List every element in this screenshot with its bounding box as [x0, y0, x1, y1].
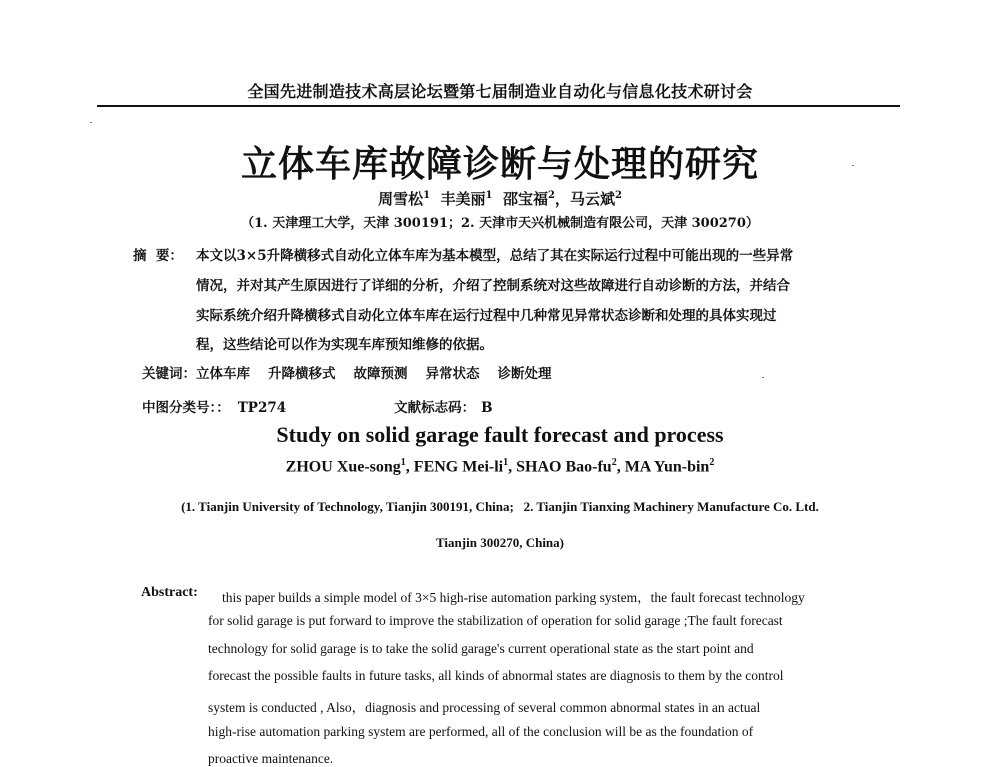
abstract-line-chinese: 程，这些结论可以作为实现车库预知维修的依据。: [196, 337, 493, 353]
author-name: SHAO Bao-fu: [516, 458, 612, 476]
author-name: ZHOU Xue-song: [285, 458, 401, 476]
abstract-line-english: system is conducted , Also，diagnosis and processing of several common abnormal states in an actual: [208, 700, 761, 715]
author-name: 丰美丽: [440, 190, 486, 208]
author-separator: ，: [554, 190, 570, 208]
affiliation-english-line: Tianjin 300270, China): [436, 535, 564, 550]
abstract-line-english: high-rise automation parking system are performed, all of the conclusion will be as the foundation of: [208, 724, 754, 739]
authors-chinese: [0, 188, 1000, 209]
keyword: 诊断处理: [497, 366, 552, 382]
author-affiliation-mark: 1: [503, 457, 509, 468]
keyword: 故障预测: [353, 366, 408, 382]
author-affiliation-mark: 2: [611, 457, 617, 468]
author-affiliation-mark: 2: [614, 190, 622, 201]
abstract-label-chinese: 摘 要：: [133, 248, 183, 264]
affiliation-english-line: (1. Tianjin University of Technology, Tianjin 300191, China; 2. Tianjin Tianxing Machinery Manufacture Co. Ltd.: [181, 499, 819, 514]
author-affiliation-mark: 2: [547, 190, 555, 201]
abstract-line-chinese: 情况，并对其产生原因进行了详细的分析，介绍了控制系统对这些故障进行自动诊断的方法，并结合: [196, 278, 790, 294]
author-affiliation-mark: 1: [423, 190, 431, 201]
author-separator: [492, 190, 502, 208]
classification-label: 中图分类号：：: [142, 400, 230, 416]
abstract-line-english: this paper builds a simple model of 3×5 high-rise automation parking system，the fault forecast technology: [222, 590, 805, 605]
author-name: 邵宝福: [502, 190, 548, 208]
affiliation-chinese: （1. 天津理工大学，天津 300191；2. 天津市天兴机械制造有限公司，天津 300270）: [241, 216, 759, 231]
author-name: 马云斌: [569, 190, 615, 208]
author-affiliation-mark: 1: [485, 190, 493, 201]
abstract-line-english: for solid garage is put forward to improve the stabilization of operation for solid garage ;The fault forecast: [208, 613, 783, 628]
paper-title-english: Study on solid garage fault forecast and process: [276, 422, 724, 447]
abstract-line-chinese: 本文以3×5升降横移式自动化立体车库为基本模型，总结了其在实际运行过程中可能出现的一些异常: [196, 248, 794, 264]
classification-code: TP274: [237, 400, 287, 416]
header-rule: [97, 105, 900, 107]
abstract-line-chinese: 实际系统介绍升降横移式自动化立体车库在运行过程中几种常见异常状态诊断和处理的具体实现过: [196, 308, 777, 324]
document-code: B: [481, 400, 493, 416]
keywords-chinese: [142, 362, 570, 382]
keyword: 异常状态: [425, 366, 480, 382]
author-separator: [430, 190, 440, 208]
author-affiliation-mark: 2: [709, 457, 715, 468]
scan-speck: [762, 377, 764, 378]
author-name: MA Yun-bin: [624, 458, 710, 476]
abstract-label-english: Abstract:: [141, 585, 198, 600]
author-name: 周雪松: [378, 190, 424, 208]
keyword: 立体车库: [196, 366, 250, 382]
keyword: 升降横移式: [268, 366, 336, 382]
scan-speck: [852, 165, 854, 166]
abstract-line-english: proactive maintenance.: [208, 751, 334, 766]
abstract-line-english: forecast the possible faults in future tasks, all kinds of abnormal states are diagnosis to them by the control: [208, 668, 784, 683]
document-code-label: 文献标志码：: [394, 400, 476, 416]
author-affiliation-mark: 1: [400, 457, 406, 468]
abstract-line-english: technology for solid garage is to take the solid garage's current operational state as the start point and: [208, 641, 754, 656]
classification-row: [142, 396, 493, 416]
authors-english: ZHOU Xue-song$^1$, FENG Mei-$li^1$, SHAO Bao-$fu^2$, MA Yun-bin$^2$: [285, 457, 715, 476]
conference-header: 全国先进制造技术高层论坛暨第七届制造业自动化与信息化技术研讨会: [247, 82, 753, 101]
author-name: FENG Mei-li: [413, 458, 504, 476]
keywords-label: 关键词：: [142, 366, 196, 382]
paper-title-chinese: 立体车库故障诊断与处理的研究: [240, 143, 759, 185]
scan-speck: [90, 122, 92, 123]
